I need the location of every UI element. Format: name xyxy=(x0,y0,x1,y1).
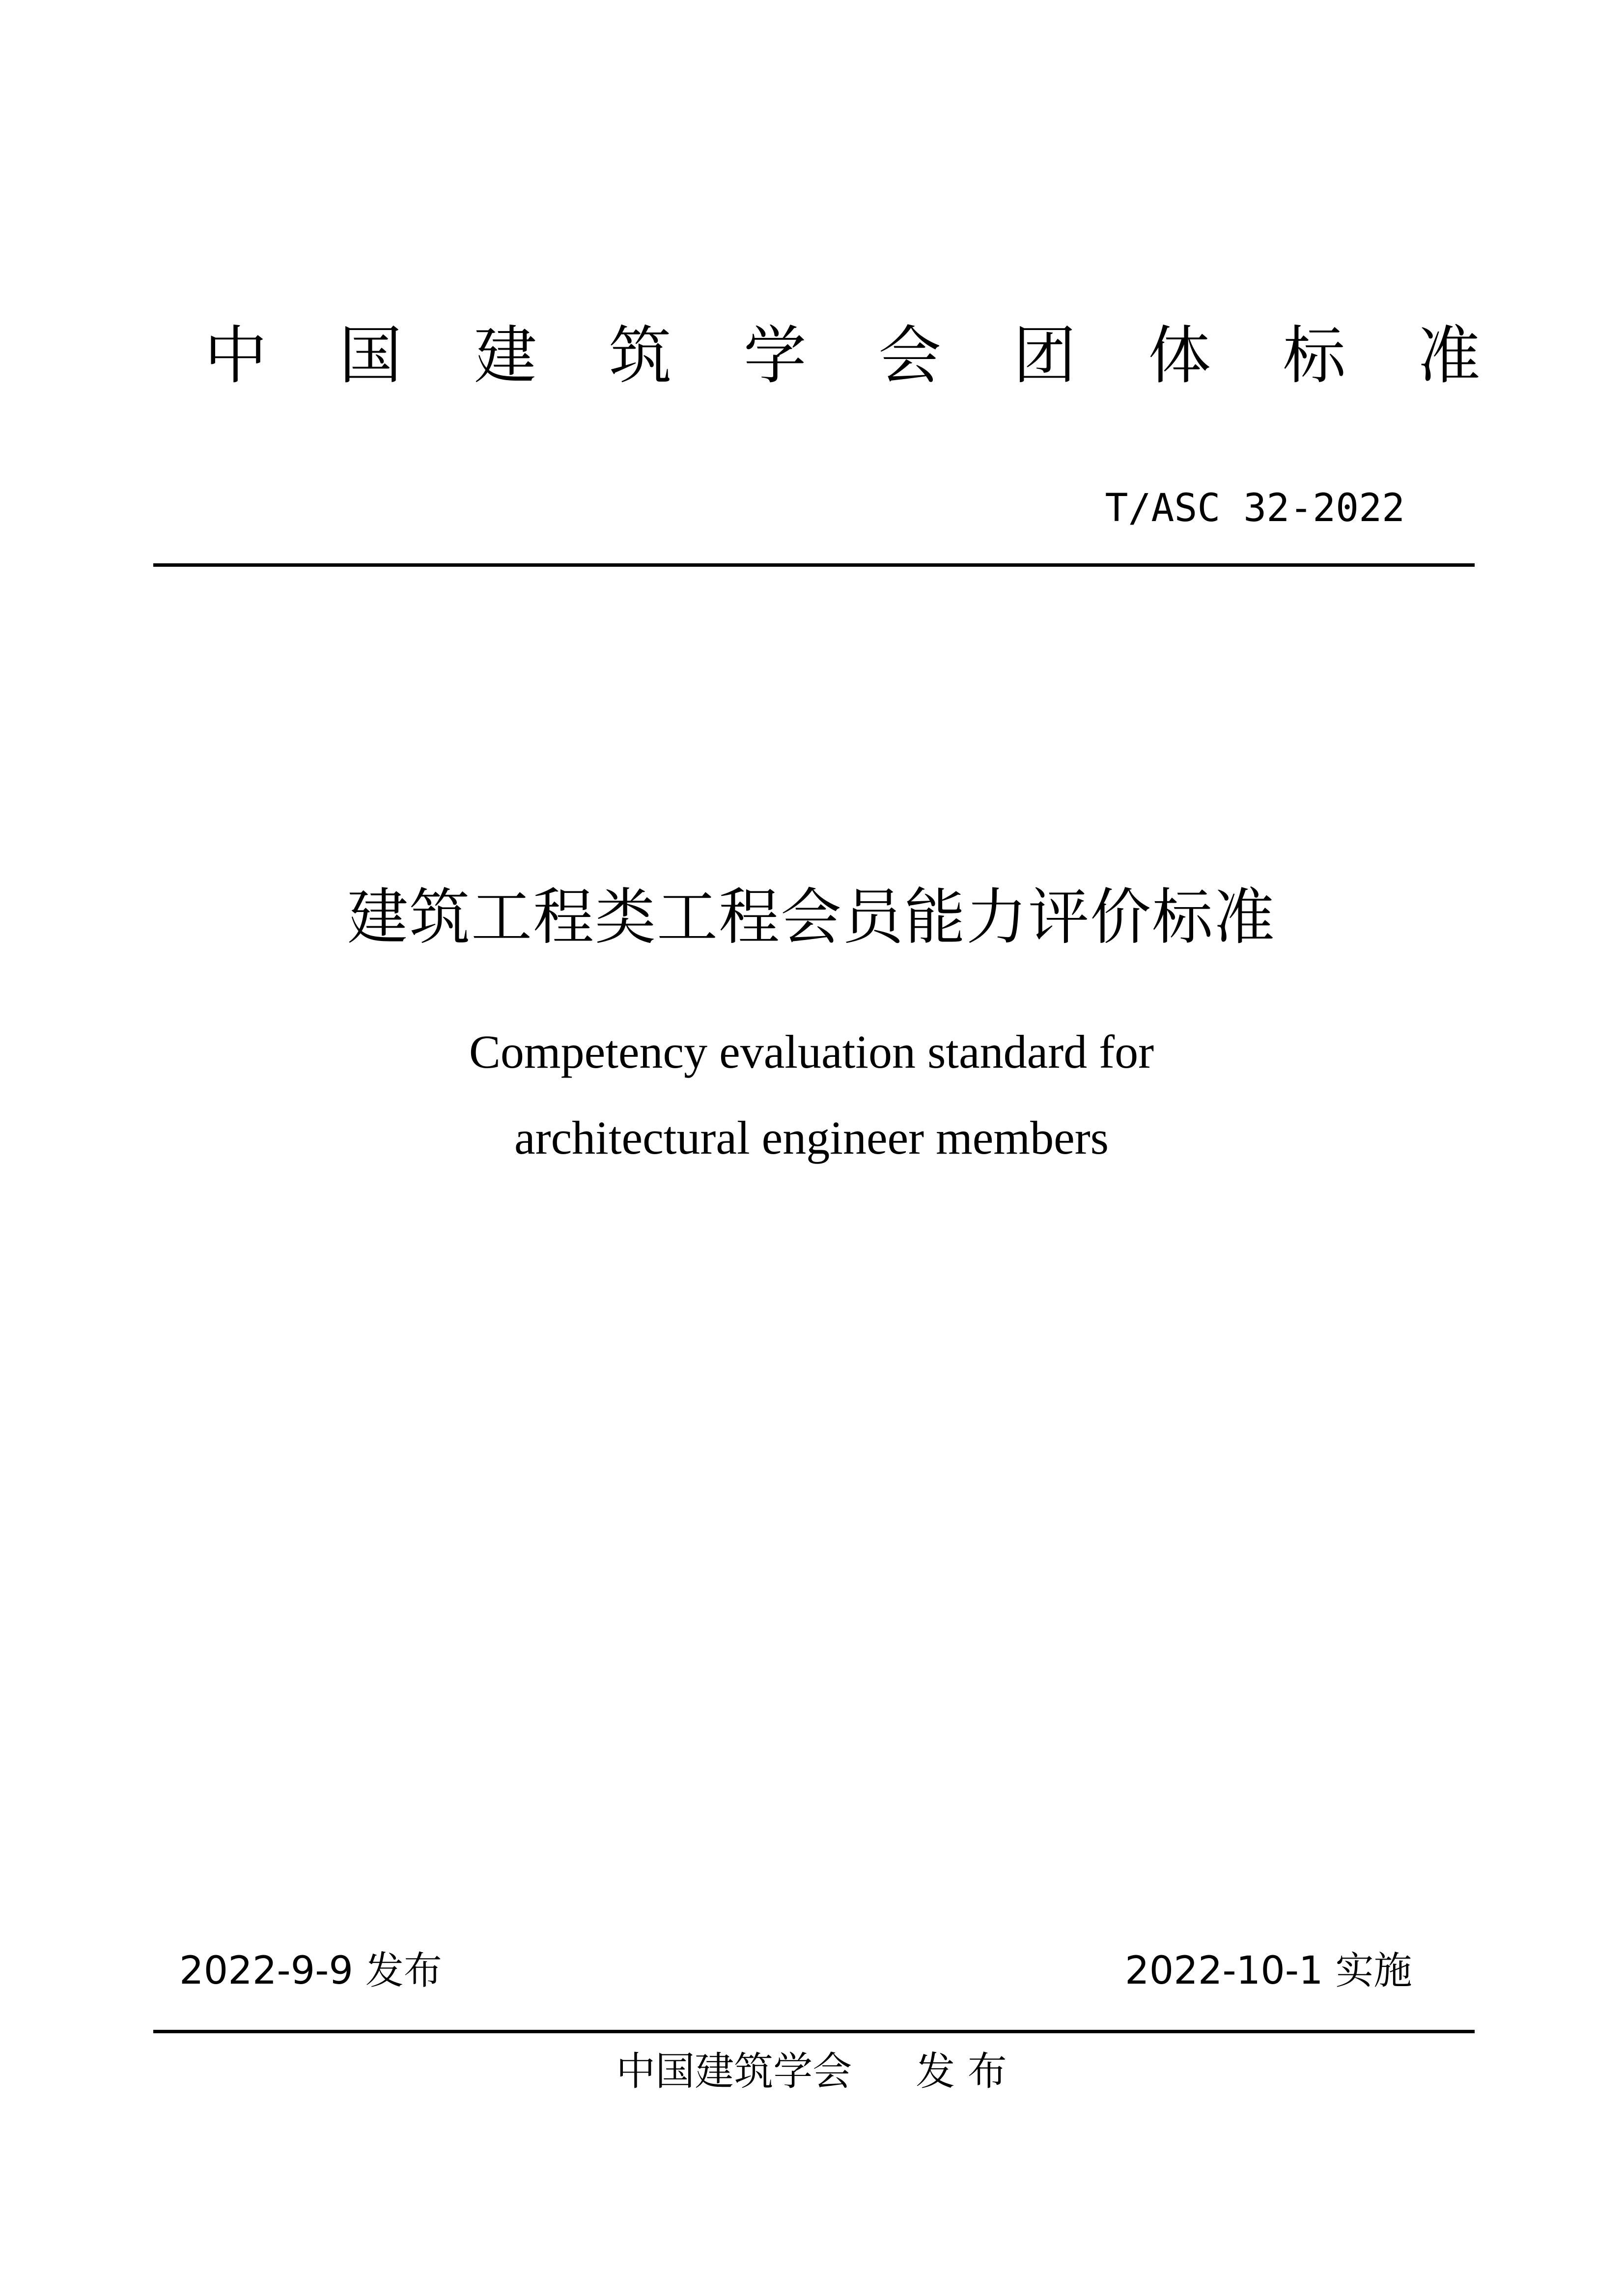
top-divider xyxy=(153,563,1475,567)
title-char: 国 xyxy=(339,319,402,392)
title-char: 准 xyxy=(1417,319,1481,392)
publish-date: 2022-9-9 发布 xyxy=(179,1949,442,1993)
title-char: 团 xyxy=(1013,319,1076,392)
title-char: 体 xyxy=(1148,319,1211,392)
document-title-cn: 建筑工程类工程会员能力评价标准 xyxy=(347,882,1276,953)
implement-date: 2022-10-1 实施 xyxy=(1125,1949,1412,1993)
publisher-name: 中国建筑学会 xyxy=(616,2048,852,2094)
document-title-en-line2: architectural engineer members xyxy=(514,1111,1109,1164)
bottom-divider xyxy=(153,2030,1475,2033)
publisher-line xyxy=(0,2047,1623,2096)
title-char: 标 xyxy=(1283,319,1346,392)
standard-code: T/ASC 32-2022 xyxy=(1105,486,1405,530)
title-char: 建 xyxy=(474,319,537,392)
title-char: 中 xyxy=(204,319,267,392)
standard-category-title xyxy=(199,319,1486,393)
document-title-en-line1: Competency evaluation standard for xyxy=(469,1025,1154,1078)
publisher-action: 发 布 xyxy=(916,2048,1007,2094)
title-char: 会 xyxy=(878,319,942,392)
title-char: 筑 xyxy=(609,319,672,392)
title-char: 学 xyxy=(743,319,807,392)
